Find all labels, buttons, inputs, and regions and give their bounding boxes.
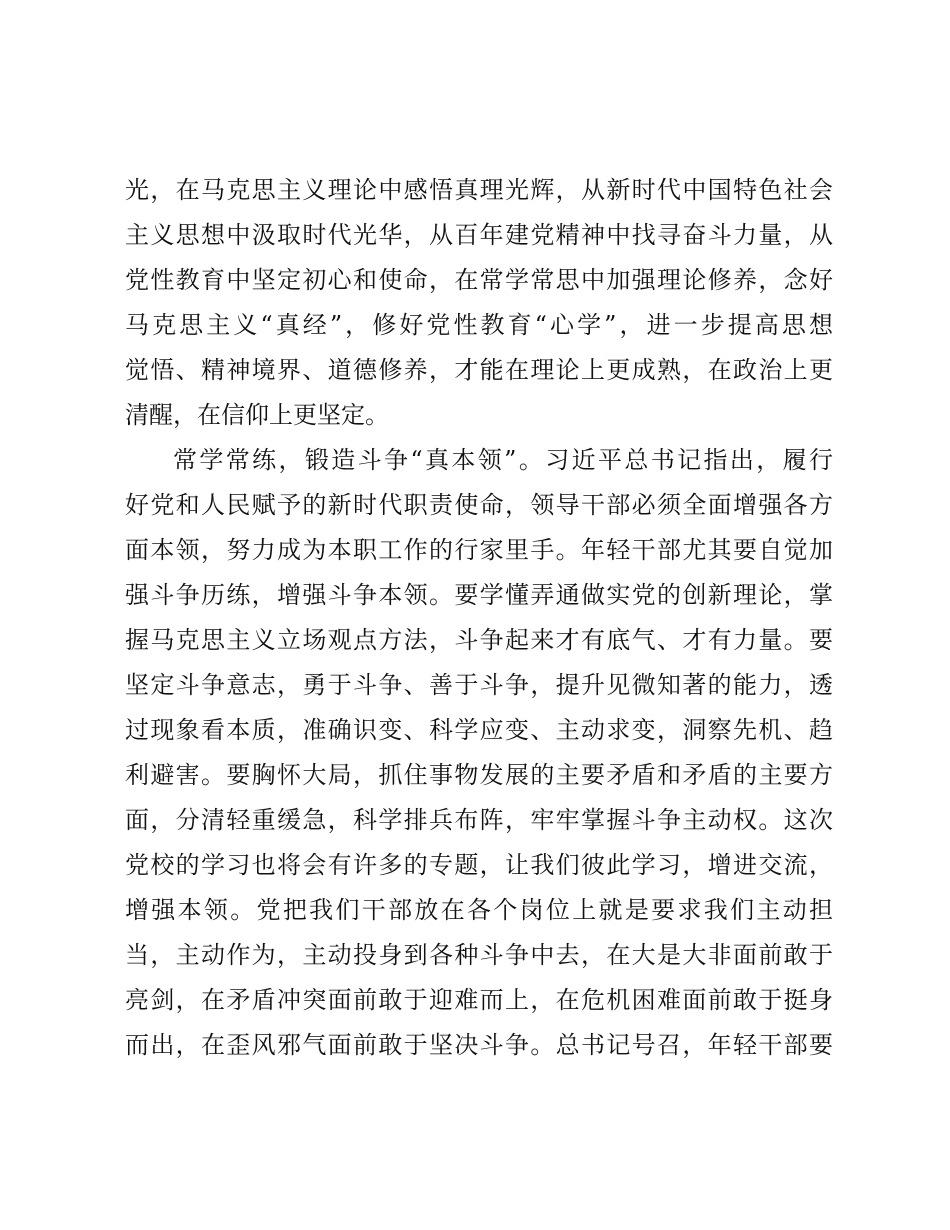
paragraph-1-line-1: 光，在马克思主义理论中感悟真理光辉，从新时代中国特色社会 [125,176,833,204]
paragraph-2-line-14: 而出，在歪风邪气面前敢于坚决斗争。总书记号召，年轻干部要 [125,1031,833,1059]
paragraph-2-line-1: 常学常练，锻造斗争“真本领”。习近平总书记指出，履行 [173,446,833,474]
paragraph-2-line-2: 好党和人民赋予的新时代职责使命，领导干部必须全面增强各方 [125,491,833,519]
paragraph-2-line-13: 亮剑，在矛盾冲突面前敢于迎难而上，在危机困难面前敢于挺身 [125,986,833,1014]
paragraph-1-line-5: 觉悟、精神境界、道德修养，才能在理论上更成熟，在政治上更 [125,356,833,384]
paragraph-2-line-12: 当，主动作为，主动投身到各种斗争中去，在大是大非面前敢于 [125,941,833,969]
paragraph-2-line-8: 利避害。要胸怀大局，抓住事物发展的主要矛盾和矛盾的主要方 [125,761,833,789]
paragraph-2-line-6: 坚定斗争意志，勇于斗争、善于斗争，提升见微知著的能力，透 [125,671,833,699]
paragraph-2-line-7: 过现象看本质，准确识变、科学应变、主动求变，洞察先机、趋 [125,716,833,744]
paragraph-2-line-3: 面本领，努力成为本职工作的行家里手。年轻干部尤其要自觉加 [125,536,833,564]
paragraph-1-line-2: 主义思想中汲取时代光华，从百年建党精神中找寻奋斗力量，从 [125,221,833,249]
paragraph-2-line-5: 握马克思主义立场观点方法，斗争起来才有底气、才有力量。要 [125,626,833,654]
paragraph-2-line-9: 面，分清轻重缓急，科学排兵布阵，牢牢掌握斗争主动权。这次 [125,806,833,834]
paragraph-1-line-6: 清醒，在信仰上更坚定。 [125,401,389,429]
paragraph-2-line-11: 增强本领。党把我们干部放在各个岗位上就是要求我们主动担 [125,896,833,924]
paragraph-1-line-4: 马克思主义“真经”，修好党性教育“心学”，进一步提高思想 [125,311,833,339]
paragraph-1-line-3: 党性教育中坚定初心和使命，在常学常思中加强理论修养，念好 [125,266,833,294]
paragraph-2-line-4: 强斗争历练，增强斗争本领。要学懂弄通做实党的创新理论，掌 [125,581,833,609]
paragraph-2-line-10: 党校的学习也将会有许多的专题，让我们彼此学习，增进交流， [125,851,833,879]
